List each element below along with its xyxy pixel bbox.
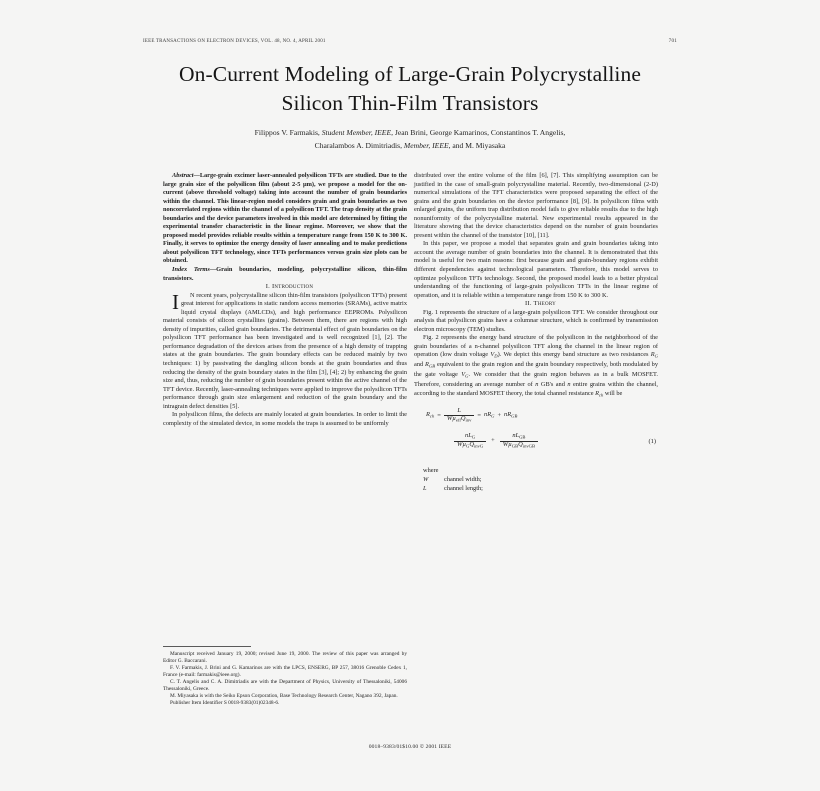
abstract-lead-in: Abstract— xyxy=(172,172,200,179)
eq-plus-2: + xyxy=(491,436,495,444)
symbol-n-grains: n xyxy=(567,381,571,389)
eq-f1-q-sub: inv xyxy=(465,417,472,423)
footnote-manuscript-dates: Manuscript received January 19, 2000; revised June 19, 2000. The review of this paper was arranged by Editor G. Baccarani. xyxy=(163,651,407,664)
eq-f3-q: Q xyxy=(518,440,523,448)
symbol-rgb: R xyxy=(425,361,429,369)
eq-f2-denominator xyxy=(454,441,486,449)
eq-equals-1: = xyxy=(437,411,441,419)
index-terms-lead-in: Index Terms— xyxy=(172,266,217,274)
eq-f1-q: Q xyxy=(460,415,466,423)
symbol-vg: V xyxy=(461,371,466,379)
where-label: where xyxy=(423,466,439,474)
definition-symbol: W xyxy=(423,476,429,484)
eq-equals-2: = xyxy=(477,411,481,419)
eq-plus-1: + xyxy=(497,411,502,419)
section-number-theory: II. xyxy=(524,300,532,308)
eq-f3-l-sub: GB xyxy=(519,434,526,440)
symbol-rgb-sub: GB xyxy=(428,363,436,369)
theory-paragraph-1: Fig. 1 represents the structure of a large-grain polysilicon TFT. We consider throughout our analysis that polysilicon grains have a columnar structure, which is confirmed by transmission electron microscopy (TEM) studies. xyxy=(414,308,658,333)
author-membership-2: Member, IEEE xyxy=(403,141,449,150)
eq-f2-q: Q xyxy=(469,440,474,448)
theory-p2-a: Fig. 2 represents the energy band structure of the polysilicon in the neighborhood of the grain boundaries of a n-channel polysilicon TFT along the channel in the linear region of operation (low drain voltage xyxy=(414,334,658,359)
eq-f3-n: n xyxy=(512,431,516,439)
theory-paragraph-2 xyxy=(414,334,658,399)
footnote-affiliation-1: F. V. Farmakis, J. Brini and G. Kamarinos are with the LPCS, ENSERG, BP 257, 38016 Grenoble Cedex 1, France (e-mail: farmakis@ieee.org). xyxy=(163,665,407,678)
eq-lhs-subscript: ch xyxy=(429,413,435,419)
eq-f3-denominator xyxy=(500,441,538,449)
journal-title: IEEE TRANSACTIONS ON ELECTRON DEVICES, VOL. 48, NO. 4, APRIL 2001 xyxy=(143,39,326,44)
eq-rhs-n1: n xyxy=(484,410,488,418)
symbol-rg: R xyxy=(650,351,655,359)
symbol-vg-sub: G xyxy=(465,373,469,379)
theory-p2-h: will be xyxy=(603,389,623,397)
author-names-1: Filippos V. Farmakis, xyxy=(254,128,322,137)
section-heading-introduction xyxy=(163,283,407,292)
eq-f1-mu: µ xyxy=(452,415,456,423)
intro-paragraph-1 xyxy=(163,289,407,412)
definition-item xyxy=(414,475,658,484)
eq-f1-mu-sub: eff xyxy=(455,417,461,423)
symbol-rg-sub: G xyxy=(654,353,658,359)
symbol-vd-sub: D xyxy=(494,353,498,359)
eq-f2-l-sub: G xyxy=(471,434,476,440)
symbol-definition-list xyxy=(414,475,658,493)
eq-f1-w: W xyxy=(446,415,453,423)
eq-f1-denominator xyxy=(444,416,475,424)
footnote-block xyxy=(163,651,407,707)
eq-f2-mu-sub: G xyxy=(466,443,470,449)
theory-p2-g: entire grains within the channel, according to the standard MOSFET theory, the total channel resistance xyxy=(414,381,658,397)
left-column xyxy=(163,172,407,428)
equation-1-number: (1) xyxy=(648,437,656,445)
eq-f3-mu: µ xyxy=(508,440,512,448)
symbol-vd: V xyxy=(490,351,495,359)
definition-symbol: L xyxy=(423,485,427,493)
running-head xyxy=(143,38,677,44)
eq-f3-numerator xyxy=(509,433,528,441)
author-membership-1: Student Member, IEEE xyxy=(321,128,392,137)
eq-lhs-symbol: R xyxy=(426,410,430,418)
equation-1-line-2 xyxy=(454,433,538,449)
eq-fraction-3 xyxy=(500,433,538,449)
intro-paragraph-2: In polysilicon films, the defects are mainly located at grain boundaries. In order to limit the complexity of the simulated device, in some models the traps is assumed to be uniformly xyxy=(163,411,407,427)
eq-rhs-rg: R xyxy=(487,410,492,418)
abstract-text: Large-grain excimer laser-annealed polysilicon TFTs are studied. Due to the large grain size of the polysilicon film (about 2-5 µm), we propose a model for the on-current (above threshold voltage) taking into account the number of grain boundaries within the channel. This linear-region model considers grain and grain boundaries as two noncorrelated regions within the channel of a polysilicon TFT. The trap density at the grain boundaries and the device parameters involved in this model are determined by fitting the experimental transfer characteristic in the linear regime. Moreover, we show that the proposed model provides reliable results within a temperature range from 150 K to 300 K. Finally, it serves to optimize the energy density of laser annealing and to make predictions about polysilicon TFT technology, since TFTs performances versus grain size plots can be obtained. xyxy=(163,172,407,265)
author-names-2b: , and M. Miyasaka xyxy=(448,141,506,150)
definition-text: channel width; xyxy=(444,476,482,484)
equation-1 xyxy=(414,406,658,464)
theory-p2-e: . We consider that the grain region behaves as in a bulk MOSFET. Therefore, considering an average number of xyxy=(414,371,658,389)
footnote-affiliation-3: M. Miyasaka is with the Seiko Epson Corporation, Base Technology Research Center, Nagano 392, Japan. xyxy=(170,693,398,699)
footnote-separator-rule xyxy=(163,646,251,647)
author-line-1 xyxy=(110,126,710,139)
eq-rhs-rgb-sub: GB xyxy=(511,413,518,419)
eq-f2-q-sub: invG xyxy=(473,443,484,449)
section-number-introduction: I. xyxy=(265,283,271,291)
intro-paragraph-3: distributed over the entire volume of the film [6], [7]. This simplifying assumption can be justified in the case of small-grain polycrystalline material. Recently, two-dimensional (2-D) numerical simulations of the TFT characteristics were proposed separating the effect of the grains and the grain boundaries on the device performance [8], [9]. In polysilicon films with enlarged grains, the uniform trap distribution model fails to give reliable results due to the high nonuniformity of the polycrystalline material. New experimental results appeared in the literature showing that the device characteristics depend on the number of grain boundaries present within the channel of the transistor [10], [11]. xyxy=(414,172,658,239)
eq-f2-l: L xyxy=(468,431,472,439)
abstract-paragraph xyxy=(163,172,407,266)
drop-cap: I xyxy=(172,289,179,314)
index-terms-paragraph xyxy=(163,266,407,283)
page-folio: 701 xyxy=(668,38,677,44)
eq-rhs-rg-sub: G xyxy=(491,413,495,419)
author-list xyxy=(110,126,710,152)
eq-f3-l: L xyxy=(515,431,520,439)
eq-rhs-rgb: R xyxy=(507,410,512,418)
eq-f3-mu-sub: GB xyxy=(511,443,519,449)
definition-item xyxy=(414,484,658,493)
author-line-2 xyxy=(110,139,710,152)
author-names-2: Charalambos A. Dimitriadis, xyxy=(314,141,404,150)
intro-paragraph-1-text: N recent years, polycrystalline silicon thin-film transistors (polysilicon TFTs) present great interest for applications in static random access memories (SRAMs), active matrix liquid crystal displays (AMLCDs), and high performance EEPROMs. Polysilicon material consists of silicon crystallites (grains). Between them, there are regions with high density of impurities, called grain boundaries. The detrimental effect of grain boundaries on the polysilicon TFT performance has been investigated and is well recognized [1], [2]. The performance degradation of the devices arises from the presence of a high density of trapping states at the grain boundaries. The grain boundary effects can be reduced mainly by two techniques: 1) by passivating the dangling silicon bonds at the grain boundaries and thus reducing the density of the grain boundary states in the film [3], [4]; 2) by enhancing the grain size and, thus, reducing the number of grain boundaries present within the active channel of the TFT device. Recently, laser-annealing techniques were applied to improve the polysilicon TFTs performance through grain size enlargement and reduction of the grain boundary and the intragrain defect densities [5]. xyxy=(163,291,407,410)
equation-1-line-1 xyxy=(426,408,517,424)
eq-f3-q-sub: invGB xyxy=(522,443,536,449)
eq-f2-numerator xyxy=(462,433,478,441)
title-block xyxy=(100,60,720,118)
theory-p2-b: ). We depict this energy band structure as two resistances xyxy=(497,351,651,359)
intro-paragraph-4: In this paper, we propose a model that separates grain and grain boundaries taking into account the average number of grain boundaries into the channel. It is demonstrated that this model is useful for two main reasons: first because grain and grain-boundary regions exhibit different dependencies against technological parameters. Therefore, this model serves to optimize polysilicon TFTs technology. Second, the proposed model leads to a better physical understanding of the functioning of large-grain polysilicon TFTs in the linear regime of operation, and it is reliable within a temperature range from 150 K to 300 K. xyxy=(414,240,658,299)
paper-title-line-2: Silicon Thin-Film Transistors xyxy=(281,91,539,115)
author-names-1b: , Jean Brini, George Kamarinos, Constantinos T. Angelis, xyxy=(391,128,566,137)
theory-p2-d: equivalent to the grain region and the grain boundary respectively, both modulated by the gate voltage xyxy=(414,361,658,379)
eq-fraction-2 xyxy=(454,433,486,449)
copyright-line: 0018–9383/01$10.00 © 2001 IEEE xyxy=(368,744,452,750)
eq-f2-n: n xyxy=(465,431,469,439)
symbol-n-gb: n xyxy=(535,381,539,389)
symbol-rch: R xyxy=(595,389,599,397)
eq-f1-numerator: L xyxy=(457,406,461,414)
symbol-rch-sub: ch xyxy=(599,392,604,398)
paper-title-line-1: On-Current Modeling of Large-Grain Polycrystalline xyxy=(179,62,641,86)
footnote-publisher-item-identifier: Publisher Item Identifier S 0018-9383(01)02348-6. xyxy=(170,700,280,706)
theory-p2-f: GB's and xyxy=(538,381,568,389)
section-heading-theory xyxy=(414,300,658,309)
section-name-theory: Theory xyxy=(533,300,557,308)
eq-fraction-1 xyxy=(444,408,475,424)
index-terms-text: Grain boundaries, modeling, polycrystalline silicon, thin-film transistors. xyxy=(163,266,407,282)
eq-f2-mu: µ xyxy=(462,440,467,448)
eq-f2-w: W xyxy=(457,440,463,448)
definition-text: channel length; xyxy=(444,485,483,493)
section-name-introduction: Introduction xyxy=(271,283,314,291)
theory-p2-c: and xyxy=(414,361,426,369)
right-column xyxy=(414,172,658,493)
eq-f3-w: W xyxy=(502,440,509,448)
footnote-affiliation-2: C. T. Angelis and C. A. Dimitriadis are with the Department of Physics, University of Thessaloniki, 54006 Thessaloniki, Greece. xyxy=(163,679,407,692)
eq-rhs-n2: n xyxy=(504,410,508,418)
